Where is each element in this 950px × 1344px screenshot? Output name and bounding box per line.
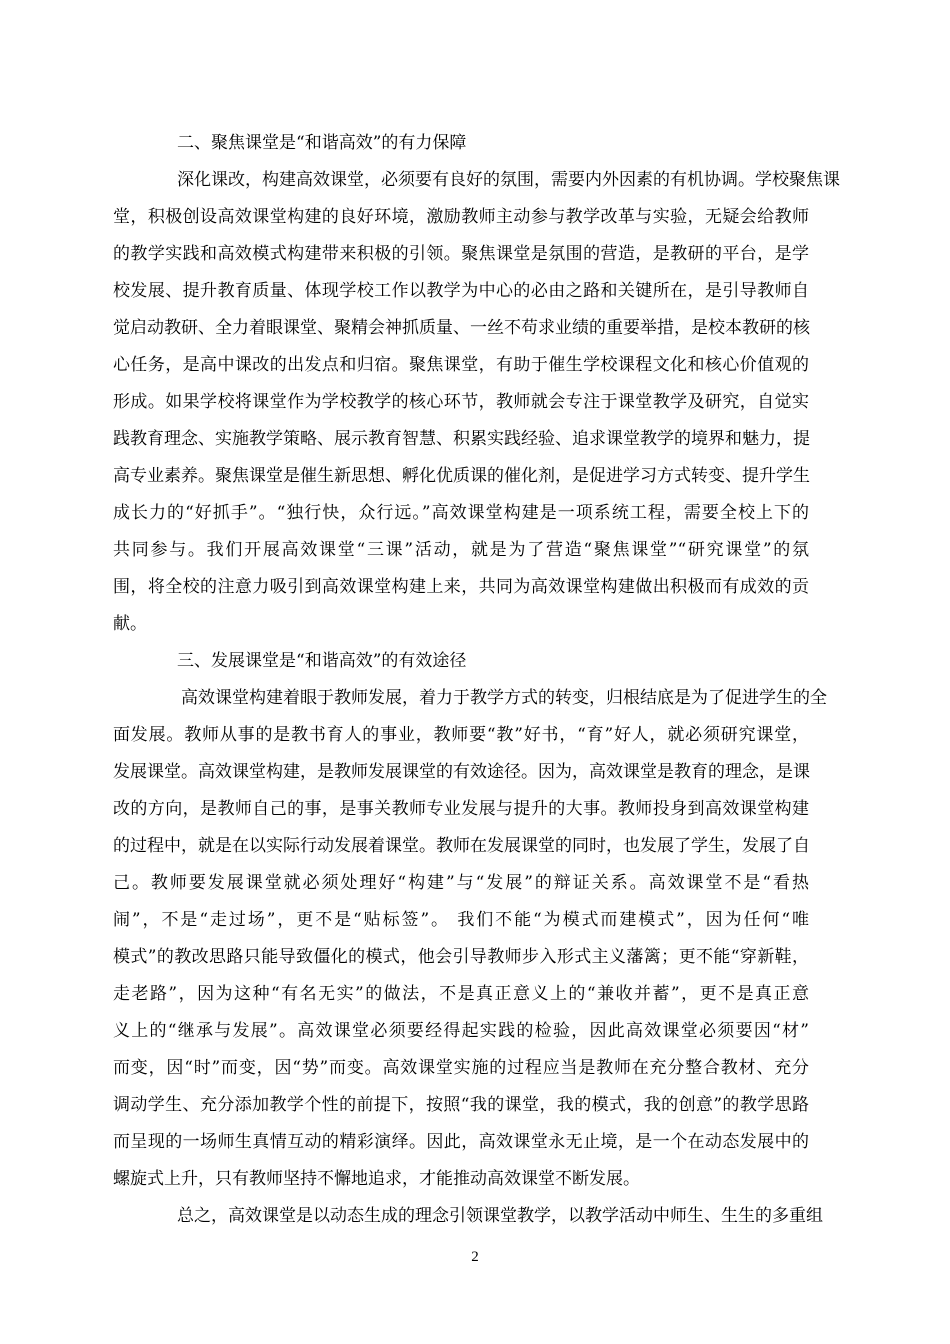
text-line: 总之，高效课堂是以动态生成的理念引领课堂教学，以教学活动中师生、生生的多重组 [177, 1206, 823, 1226]
text-line: 调动学生、充分添加教学个性的前提下，按照“我的课堂，我的模式，我的创意”的教学思路 [113, 1095, 809, 1115]
page-number: 2 [471, 1249, 479, 1265]
text-line: 觉启动教研、全力着眼课堂、聚精会神抓质量、一丝不苟求业绩的重要举措，是校本教研的核 [113, 318, 810, 338]
text-line: 深化课改，构建高效课堂，必须要有良好的氛围，需要内外因素的有机协调。学校聚焦课 [177, 170, 840, 190]
paragraph-conclusion [113, 1198, 823, 1235]
text-line: 模式”的教改思路只能导致僵化的模式，他会引导教师步入形式主义藩篱；更不能“穿新鞋， [113, 947, 809, 967]
text-line: 而变，因“时”而变，因“势”而变。高效课堂实施的过程应当是教师在充分整合教材、充分 [113, 1058, 809, 1078]
text-line: 的过程中，就是在以实际行动发展着课堂。教师在发展课堂的同时，也发展了学生，发展了自 [113, 836, 810, 856]
text-line: 高效课堂构建着眼于教师发展，着力于教学方式的转变，归根结底是为了促进学生的全 [181, 688, 827, 708]
document-body [113, 125, 840, 1235]
text-line: 走老路”，因为这种“有名无实”的做法，不是真正意义上的“兼收并蓄”，更不是真正意 [113, 984, 809, 1004]
text-line: 心任务，是高中课改的出发点和归宿。聚焦课堂，有助于催生学校课程文化和核心价值观的 [113, 355, 809, 375]
paragraph-section-2 [113, 162, 840, 643]
text-line: 己。教师要发展课堂就必须处理好“构建”与“发展”的辩证关系。高效课堂不是“看热 [113, 873, 809, 893]
text-line: 成长力的“好抓手”。“独行快，众行远。”高效课堂构建是一项系统工程，需要全校上下的 [113, 503, 809, 523]
section-heading-3: 三、发展课堂是“和谐高效”的有效途径 [177, 651, 467, 671]
text-line: 高专业素养。聚焦课堂是催生新思想、孵化优质课的催化剂，是促进学习方式转变、提升学生 [113, 466, 810, 486]
text-line: 改的方向，是教师自己的事，是事关教师专业发展与提升的大事。教师投身到高效课堂构建 [113, 799, 809, 819]
section-heading-2: 二、聚焦课堂是“和谐高效”的有力保障 [177, 133, 467, 153]
text-line: 闹”，不是“走过场”，更不是“贴标签”。 我们不能“为模式而建模式”，因为任何“唯 [113, 910, 809, 930]
text-line: 校发展、提升教育质量、体现学校工作以教学为中心的必由之路和关键所在，是引导教师自 [113, 281, 809, 301]
text-line: 螺旋式上升，只有教师坚持不懈地追求，才能推动高效课堂不断发展。 [113, 1169, 640, 1189]
text-line: 践教育理念、实施教学策略、展示教育智慧、积累实践经验、追求课堂教学的境界和魅力，提 [113, 429, 810, 449]
text-line: 的教学实践和高效模式构建带来积极的引领。聚焦课堂是氛围的营造，是教研的平台，是学 [113, 244, 809, 264]
text-line: 共同参与。我们开展高效课堂“三课”活动，就是为了营造“聚焦课堂”“研究课堂”的氛 [113, 540, 809, 560]
text-line: 而呈现的一场师生真情互动的精彩演绎。因此，高效课堂永无止境，是一个在动态发展中的 [113, 1132, 809, 1152]
text-line: 堂，积极创设高效课堂构建的良好环境，激励教师主动参与教学改革与实验，无疑会给教师 [113, 207, 809, 227]
text-line: 义上的“继承与发展”。高效课堂必须要经得起实践的检验，因此高效课堂必须要因“材” [113, 1021, 809, 1041]
text-line: 面发展。教师从事的是教书育人的事业，教师要“教”好书，“育”好人，就必须研究课堂， [113, 725, 809, 745]
text-line: 发展课堂。高效课堂构建，是教师发展课堂的有效途径。因为，高效课堂是教育的理念，是课 [113, 762, 810, 782]
paragraph-section-3 [113, 680, 827, 1198]
text-line: 形成。如果学校将课堂作为学校教学的核心环节，教师就会专注于课堂教学及研究，自觉实 [113, 392, 809, 412]
text-line: 献。 [113, 614, 147, 634]
text-line: 围，将全校的注意力吸引到高效课堂构建上来，共同为高效课堂构建做出积极而有成效的贡 [113, 577, 809, 597]
